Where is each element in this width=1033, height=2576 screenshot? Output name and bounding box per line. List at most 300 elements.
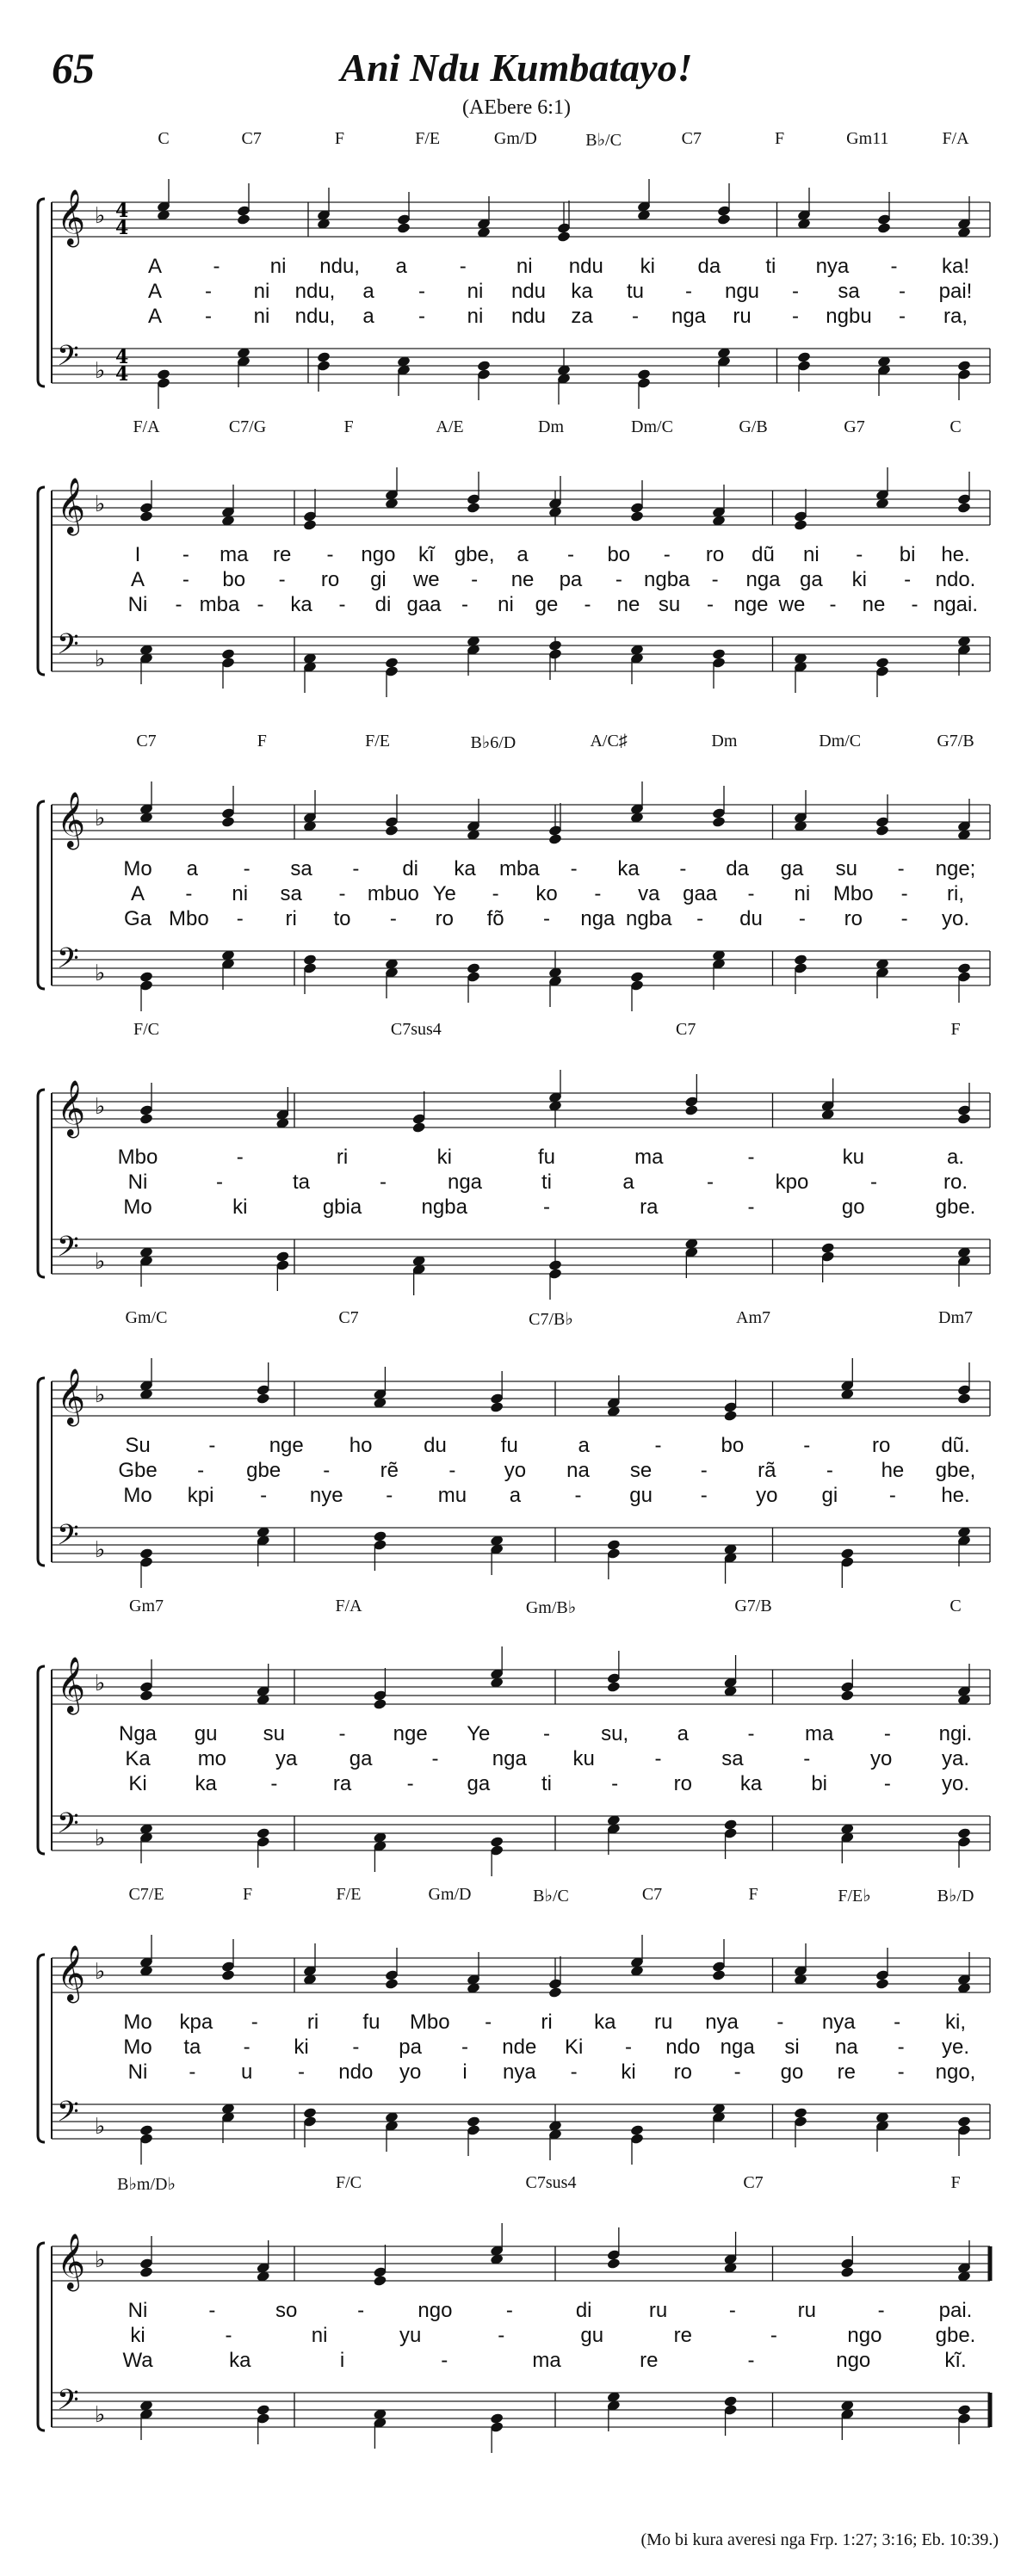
lyric-verse-3: ro bbox=[673, 1772, 692, 1795]
lyric-verse-3: - bbox=[747, 2349, 755, 2372]
lyric-verse-1: bi bbox=[899, 543, 916, 566]
lyric-verse-3: ro bbox=[673, 2060, 692, 2084]
note-head bbox=[139, 2266, 154, 2278]
lyric-verse-3: ka bbox=[739, 1772, 763, 1795]
note-head bbox=[221, 816, 236, 828]
flat-key-icon: ♭ bbox=[95, 1671, 106, 1696]
lyric-verse-3: ri bbox=[285, 907, 297, 930]
bass-clef-icon: 𝄢 bbox=[57, 2384, 79, 2424]
music-system bbox=[0, 417, 1033, 701]
lyric-verse-2: Ye bbox=[432, 882, 456, 905]
system-bracket bbox=[38, 199, 45, 386]
lyric-verse-1: ri bbox=[336, 1146, 349, 1169]
music-system bbox=[0, 1020, 1033, 1304]
lyric-verse-1: ka bbox=[454, 857, 476, 880]
note-head bbox=[548, 1986, 563, 1998]
lyric-verse-1: dũ. bbox=[941, 1434, 970, 1457]
chord-symbol: F bbox=[950, 1020, 961, 1039]
lyric-verse-3: ra bbox=[332, 1772, 352, 1795]
lyric-verse-3: ni bbox=[253, 305, 270, 328]
lyric-verse-2: - bbox=[185, 882, 193, 905]
chord-symbol: F/C bbox=[335, 2173, 362, 2192]
lyric-verse-2: Gbe bbox=[118, 1459, 158, 1482]
lyric-verse-2: - bbox=[700, 1459, 708, 1482]
lyric-verse-1: - bbox=[883, 1722, 891, 1745]
lyric-verse-2: - bbox=[707, 1171, 714, 1194]
lyric-verse-3: ro bbox=[844, 907, 863, 930]
lyric-verse-2: ndo. bbox=[935, 568, 976, 591]
lyric-verse-3: u bbox=[240, 2060, 253, 2084]
lyric-verse-1: - bbox=[747, 1722, 755, 1745]
lyric-verse-2: A bbox=[130, 568, 145, 591]
lyric-verse-3: ga bbox=[467, 1772, 491, 1795]
lyric-verse-2: - bbox=[654, 1747, 662, 1770]
time-signature: 4 bbox=[115, 200, 129, 222]
lyric-verse-3: - bbox=[574, 1484, 582, 1507]
time-signature: 4 bbox=[115, 217, 129, 239]
lyric-verse-2: tu bbox=[626, 280, 645, 303]
lyric-verse-1: kpa bbox=[179, 2011, 213, 2034]
lyric-verse-3: mba bbox=[199, 593, 240, 616]
lyric-verse-2: nde bbox=[502, 2035, 537, 2059]
lyric-verse-2: na bbox=[834, 2035, 858, 2059]
flat-key-icon: ♭ bbox=[95, 1094, 106, 1120]
lyric-verse-2: sa bbox=[721, 1747, 744, 1770]
lyric-verse-1: - bbox=[894, 2011, 901, 2034]
lyric-verse-2: A bbox=[147, 280, 163, 303]
lyric-verse-1: du bbox=[424, 1434, 447, 1457]
lyric-verse-1: ru bbox=[797, 2299, 816, 2322]
bass-clef-icon: 𝄢 bbox=[57, 942, 79, 982]
note-head bbox=[373, 1698, 387, 1710]
lyric-verse-2: - bbox=[803, 1747, 811, 1770]
lyric-verse-2: Mo bbox=[123, 2035, 152, 2059]
lyric-verse-2: - bbox=[747, 882, 755, 905]
lyric-verse-3: ma bbox=[532, 2349, 561, 2372]
note-head bbox=[490, 1401, 504, 1413]
lyric-verse-2: nga bbox=[745, 568, 781, 591]
lyric-verse-3: i bbox=[462, 2060, 467, 2084]
lyric-verse-1: ki bbox=[436, 1146, 452, 1169]
lyric-verse-2: nga bbox=[447, 1171, 483, 1194]
lyric-verse-3: he. bbox=[941, 1484, 970, 1507]
lyric-verse-3: - bbox=[389, 907, 397, 930]
lyric-verse-3: - bbox=[733, 2060, 741, 2084]
flat-key-icon: ♭ bbox=[95, 358, 106, 384]
note-head bbox=[385, 825, 399, 837]
lyric-verse-2: rã bbox=[758, 1459, 776, 1482]
lyric-verse-2: na bbox=[566, 1459, 590, 1482]
lyric-verse-2: Ka bbox=[125, 1747, 151, 1770]
lyric-verse-1: ngi. bbox=[938, 1722, 973, 1745]
lyric-verse-1: - bbox=[251, 2011, 258, 2034]
chord-symbol: Dm bbox=[711, 732, 738, 751]
lyric-verse-2: we bbox=[412, 568, 440, 591]
lyric-verse-2: A bbox=[130, 882, 145, 905]
lyric-verse-3: Mbo bbox=[169, 907, 209, 930]
time-signature: 4 bbox=[115, 346, 129, 368]
lyric-verse-1: ndu bbox=[568, 255, 603, 278]
note-head bbox=[875, 825, 890, 837]
lyric-verse-2: - bbox=[205, 280, 212, 303]
lyric-verse-1: bo bbox=[607, 543, 631, 566]
lyric-verse-1: - bbox=[803, 1434, 811, 1457]
chord-symbol: F/E bbox=[336, 1885, 362, 1904]
lyric-verse-2: gi bbox=[370, 568, 387, 591]
lyric-verse-2: - bbox=[380, 1171, 387, 1194]
lyric-verse-1: ngo bbox=[361, 543, 396, 566]
lyric-verse-1: mba bbox=[498, 857, 540, 880]
chord-symbol: A/C♯ bbox=[590, 732, 628, 751]
lyric-verse-1: ri bbox=[541, 2011, 553, 2034]
lyric-verse-2: ro. bbox=[943, 1171, 968, 1194]
lyric-verse-1: a. bbox=[946, 1146, 965, 1169]
lyric-verse-2: gbe, bbox=[935, 1459, 976, 1482]
lyric-verse-2: ngu bbox=[724, 280, 760, 303]
treble-staff bbox=[52, 478, 990, 535]
chord-symbol: C7/G bbox=[228, 417, 267, 436]
system-bracket bbox=[38, 487, 45, 675]
lyric-verse-1: - bbox=[728, 2299, 736, 2322]
lyric-verse-1: I bbox=[134, 543, 141, 566]
treble-clef-icon: 𝄞 bbox=[57, 189, 86, 245]
lyric-verse-3: - bbox=[406, 1772, 414, 1795]
lyric-verse-1: sa bbox=[290, 857, 312, 880]
lyric-verse-1: ru bbox=[654, 2011, 673, 2034]
lyric-verse-1: - bbox=[897, 857, 905, 880]
lyric-verse-2: - bbox=[826, 1459, 833, 1482]
chord-symbol: F bbox=[950, 2173, 961, 2192]
treble-staff bbox=[52, 1080, 990, 1138]
lyric-verse-2: ni bbox=[253, 280, 270, 303]
lyric-verse-1: ga bbox=[780, 857, 804, 880]
lyric-verse-2: yo bbox=[869, 1747, 893, 1770]
lyric-verse-1: fu bbox=[500, 1434, 518, 1457]
bass-staff bbox=[52, 942, 990, 986]
chord-symbol: F bbox=[774, 129, 785, 148]
lyric-verse-2: ki bbox=[294, 2035, 309, 2059]
lyric-verse-2: - bbox=[685, 280, 692, 303]
time-signature: 4 bbox=[115, 363, 129, 386]
lyric-verse-2: - bbox=[899, 280, 906, 303]
note-head bbox=[467, 502, 481, 514]
note-head bbox=[957, 1113, 972, 1125]
lyric-verse-3: - bbox=[386, 1484, 393, 1507]
lyric-verse-2: - bbox=[897, 2035, 905, 2059]
lyric-verse-3: ngba bbox=[421, 1195, 467, 1219]
lyric-verse-1: su, bbox=[601, 1722, 629, 1745]
lyric-verse-3: gbia bbox=[322, 1195, 362, 1219]
lyric-verse-1: ma bbox=[804, 1722, 834, 1745]
footnote: (Mo bi kura averesi nga Frp. 1:27; 3:16; Eb. 10:39.) bbox=[640, 2530, 999, 2549]
lyric-verse-1: - bbox=[543, 1722, 550, 1745]
note-head bbox=[607, 2258, 622, 2270]
lyric-verse-1: ri bbox=[306, 2011, 319, 2034]
lyric-verse-3: - bbox=[338, 593, 346, 616]
treble-clef-icon: 𝄞 bbox=[57, 1080, 86, 1136]
lyric-verse-3: gu bbox=[629, 1484, 653, 1507]
chord-symbol: C7 bbox=[241, 129, 262, 148]
lyric-verse-1: dũ bbox=[752, 543, 775, 566]
lyric-verse-2: si bbox=[784, 2035, 800, 2059]
chord-symbol: C7 bbox=[743, 2173, 764, 2192]
treble-staff bbox=[52, 1945, 990, 2003]
lyric-verse-1: A bbox=[147, 255, 163, 278]
lyric-verse-3: yo bbox=[399, 2060, 422, 2084]
lyric-verse-2: ngba bbox=[644, 568, 690, 591]
music-system bbox=[0, 1308, 1033, 1592]
lyric-verse-1: - bbox=[243, 857, 251, 880]
lyric-verse-1: re bbox=[272, 543, 292, 566]
lyric-verse-2: ro bbox=[320, 568, 340, 591]
chord-symbol: F bbox=[334, 129, 344, 148]
chord-symbol: Gm/D bbox=[428, 1885, 472, 1904]
chord-symbol: Gm/D bbox=[493, 129, 537, 148]
bass-staff bbox=[52, 1231, 990, 1275]
lyric-verse-1: fu bbox=[362, 2011, 380, 2034]
lyric-verse-1: Nga bbox=[118, 1722, 158, 1745]
lyric-verse-2: - bbox=[418, 280, 425, 303]
lyric-verse-1: Mbo bbox=[117, 1146, 158, 1169]
lyric-verse-3: ka bbox=[195, 1772, 217, 1795]
hymn-title: Ani Ndu Kumbatayo! bbox=[340, 46, 693, 90]
chord-symbol: Dm7 bbox=[938, 1308, 973, 1327]
lyric-verse-1: - bbox=[505, 2299, 513, 2322]
music-system bbox=[0, 1885, 1033, 2169]
note-head bbox=[684, 1104, 699, 1116]
lyric-verse-3: - bbox=[270, 1772, 278, 1795]
lyric-verse-1: ki, bbox=[945, 2011, 966, 2034]
lyric-verse-2: - bbox=[625, 2035, 632, 2059]
lyric-verse-1: kĩ bbox=[418, 543, 435, 566]
lyric-verse-2: gu bbox=[580, 2324, 604, 2347]
note-head bbox=[840, 1690, 855, 1702]
lyric-verse-2: ta bbox=[292, 1171, 311, 1194]
lyric-verse-3: i bbox=[339, 2349, 345, 2372]
lyric-verse-3: kĩ. bbox=[944, 2349, 967, 2372]
lyric-verse-3: ndo bbox=[338, 2060, 374, 2084]
lyric-verse-2: ndu, bbox=[294, 280, 336, 303]
lyric-verse-1: so bbox=[275, 2299, 298, 2322]
system-bracket bbox=[38, 2243, 45, 2431]
treble-staff bbox=[52, 792, 990, 849]
note-head bbox=[237, 213, 251, 225]
lyric-verse-1: - bbox=[352, 857, 360, 880]
chord-symbol: B♭/D bbox=[937, 1887, 974, 1906]
lyric-verse-2: re bbox=[673, 2324, 692, 2347]
chord-symbol: F/A bbox=[133, 417, 160, 436]
lyric-verse-2: - bbox=[431, 1747, 439, 1770]
note-head bbox=[712, 1969, 727, 1981]
lyric-verse-3: - bbox=[298, 2060, 305, 2084]
lyric-verse-1: bo bbox=[721, 1434, 745, 1457]
lyric-verse-2: - bbox=[615, 568, 622, 591]
lyric-verse-2: yo bbox=[504, 1459, 527, 1482]
lyric-verse-3: ngo, bbox=[935, 2060, 976, 2084]
lyric-verse-1: ki bbox=[640, 255, 655, 278]
system-bracket bbox=[38, 801, 45, 989]
lyric-verse-3: - bbox=[570, 2060, 578, 2084]
chord-symbol: F bbox=[748, 1885, 758, 1904]
note-head bbox=[385, 1978, 399, 1990]
lyric-verse-3: yo. bbox=[941, 907, 970, 930]
chord-symbol: A/E bbox=[436, 417, 464, 436]
lyric-verse-3: gaa bbox=[406, 593, 442, 616]
lyric-verse-3: ngo bbox=[836, 2349, 871, 2372]
lyric-verse-1: ka! bbox=[941, 255, 970, 278]
system-bracket bbox=[38, 1955, 45, 2142]
lyric-verse-2: ye. bbox=[941, 2035, 970, 2059]
note-head bbox=[557, 231, 572, 243]
chord-symbol: F/E♭ bbox=[838, 1887, 871, 1906]
chord-symbol: C bbox=[949, 1597, 962, 1615]
lyric-verse-3: - bbox=[260, 1484, 268, 1507]
lyric-verse-3: ra, bbox=[943, 305, 968, 328]
lyric-verse-2: nga bbox=[492, 1747, 527, 1770]
chord-symbol: C7sus4 bbox=[525, 2173, 577, 2192]
lyric-verse-2: ri, bbox=[947, 882, 964, 905]
lyric-verse-1: - bbox=[208, 1434, 216, 1457]
chord-symbol: Am7 bbox=[736, 1308, 770, 1327]
note-head bbox=[957, 1393, 972, 1405]
chord-symbol: F/E bbox=[415, 129, 441, 148]
lyric-verse-3: - bbox=[696, 907, 704, 930]
lyric-verse-1: - bbox=[747, 1146, 755, 1169]
note-head bbox=[877, 222, 892, 234]
lyric-verse-2: sa bbox=[838, 280, 860, 303]
lyric-verse-3: Wa bbox=[122, 2349, 153, 2372]
lyric-verse-2: ndu bbox=[510, 280, 547, 303]
chord-symbol: C7sus4 bbox=[390, 1020, 442, 1039]
note-head bbox=[397, 222, 411, 234]
lyric-verse-1: - bbox=[326, 543, 334, 566]
lyric-verse-3: re bbox=[640, 2349, 659, 2372]
lyric-verse-3: - bbox=[175, 593, 182, 616]
lyric-verse-1: Su bbox=[125, 1434, 151, 1457]
lyric-verse-3: ndu, bbox=[294, 305, 336, 328]
chord-symbol: C7 bbox=[136, 732, 157, 751]
lyric-verse-2: nga bbox=[720, 2035, 755, 2059]
lyric-verse-2: gbe. bbox=[935, 2324, 976, 2347]
lyric-verse-2: kpo bbox=[775, 1171, 809, 1194]
lyric-verse-2: he bbox=[881, 1459, 905, 1482]
lyric-verse-1: Ni bbox=[127, 2299, 148, 2322]
treble-staff bbox=[52, 189, 990, 247]
lyric-verse-3: - bbox=[257, 593, 264, 616]
bass-clef-icon: 𝄢 bbox=[57, 2096, 79, 2135]
lyric-verse-2: - bbox=[870, 1171, 877, 1194]
lyric-verse-3: - bbox=[584, 593, 591, 616]
lyric-verse-3: - bbox=[461, 593, 468, 616]
lyric-verse-3: Mo bbox=[123, 1484, 152, 1507]
treble-clef-icon: 𝄞 bbox=[57, 478, 86, 534]
lyric-verse-2: ka bbox=[571, 280, 593, 303]
flat-key-icon: ♭ bbox=[95, 2402, 106, 2428]
chord-symbol: B♭/C bbox=[533, 1887, 569, 1906]
lyric-verse-3: - bbox=[543, 1195, 550, 1219]
lyric-verse-3: ndu bbox=[510, 305, 547, 328]
lyric-verse-3: ne bbox=[862, 593, 886, 616]
lyric-verse-2: ko bbox=[535, 882, 558, 905]
flat-key-icon: ♭ bbox=[95, 1825, 106, 1851]
bass-clef-icon: 𝄢 bbox=[57, 340, 79, 380]
lyric-verse-3: - bbox=[543, 907, 550, 930]
flat-key-icon: ♭ bbox=[95, 646, 106, 672]
lyric-verse-3: - bbox=[897, 2060, 905, 2084]
lyric-verse-3: gbe. bbox=[935, 1195, 976, 1219]
chord-symbol: F bbox=[343, 417, 354, 436]
lyric-verse-1: nya bbox=[815, 255, 850, 278]
lyric-verse-3: za bbox=[571, 305, 593, 328]
lyric-verse-1: nge bbox=[393, 1722, 428, 1745]
lyric-verse-2: Ki bbox=[564, 2035, 584, 2059]
lyric-verse-2: yu bbox=[399, 2324, 422, 2347]
lyric-verse-1: - bbox=[679, 857, 687, 880]
chord-symbol: C7/B♭ bbox=[529, 1310, 573, 1329]
chord-symbol: G/B bbox=[739, 417, 768, 436]
chord-symbol: Gm/B♭ bbox=[525, 1598, 577, 1617]
music-system bbox=[0, 2173, 1033, 2457]
chord-symbol: F bbox=[257, 732, 267, 751]
lyric-verse-2: ku bbox=[572, 1747, 595, 1770]
lyric-verse-2: ni bbox=[794, 882, 811, 905]
lyric-verse-3: - bbox=[888, 1484, 896, 1507]
chord-symbol: B♭/C bbox=[585, 131, 622, 150]
lyric-verse-3: - bbox=[700, 1484, 708, 1507]
lyric-verse-3: - bbox=[205, 305, 212, 328]
lyric-verse-2: ndo bbox=[665, 2035, 701, 2059]
lyric-verse-1: - bbox=[182, 543, 189, 566]
lyric-verse-3: ni bbox=[467, 305, 484, 328]
treble-clef-icon: 𝄞 bbox=[57, 1945, 86, 2001]
note-head bbox=[139, 510, 154, 522]
lyric-verse-1: Mo bbox=[123, 857, 152, 880]
lyric-verse-2: ya bbox=[275, 1747, 298, 1770]
lyric-verse-1: da bbox=[726, 857, 750, 880]
lyric-verse-1: Mo bbox=[123, 2011, 152, 2034]
lyric-verse-3: - bbox=[632, 305, 639, 328]
lyric-verse-2: pa bbox=[559, 568, 583, 591]
lyric-verse-3: nge bbox=[733, 593, 769, 616]
lyric-verse-1: a bbox=[516, 543, 529, 566]
lyric-verse-1: ni bbox=[516, 255, 533, 278]
lyric-verse-1: di bbox=[575, 2299, 592, 2322]
note-head bbox=[794, 519, 808, 531]
note-head bbox=[840, 2266, 855, 2278]
lyric-verse-3: - bbox=[883, 1772, 891, 1795]
lyric-verse-3: du bbox=[739, 907, 763, 930]
chord-symbol: Dm/C bbox=[631, 417, 673, 436]
lyric-verse-3: Ni bbox=[127, 593, 148, 616]
lyric-verse-1: - bbox=[459, 255, 467, 278]
lyric-verse-3: - bbox=[611, 1772, 619, 1795]
lyric-verse-1: ro bbox=[705, 543, 725, 566]
lyric-verse-2: ya. bbox=[941, 1747, 970, 1770]
note-head bbox=[607, 1681, 622, 1693]
lyric-verse-3: a bbox=[509, 1484, 522, 1507]
lyric-verse-2: mbuo bbox=[367, 882, 419, 905]
flat-key-icon: ♭ bbox=[95, 2114, 106, 2140]
lyric-verse-2: - bbox=[471, 568, 479, 591]
lyric-verse-1: - bbox=[890, 255, 898, 278]
lyric-verse-3: Mo bbox=[123, 1195, 152, 1219]
lyric-verse-2: - bbox=[278, 568, 286, 591]
note-head bbox=[303, 519, 318, 531]
chord-symbol: F/E bbox=[365, 732, 391, 751]
lyric-verse-3: di bbox=[374, 593, 392, 616]
lyric-verse-2: se bbox=[629, 1459, 653, 1482]
chord-symbol: Dm bbox=[538, 417, 564, 436]
